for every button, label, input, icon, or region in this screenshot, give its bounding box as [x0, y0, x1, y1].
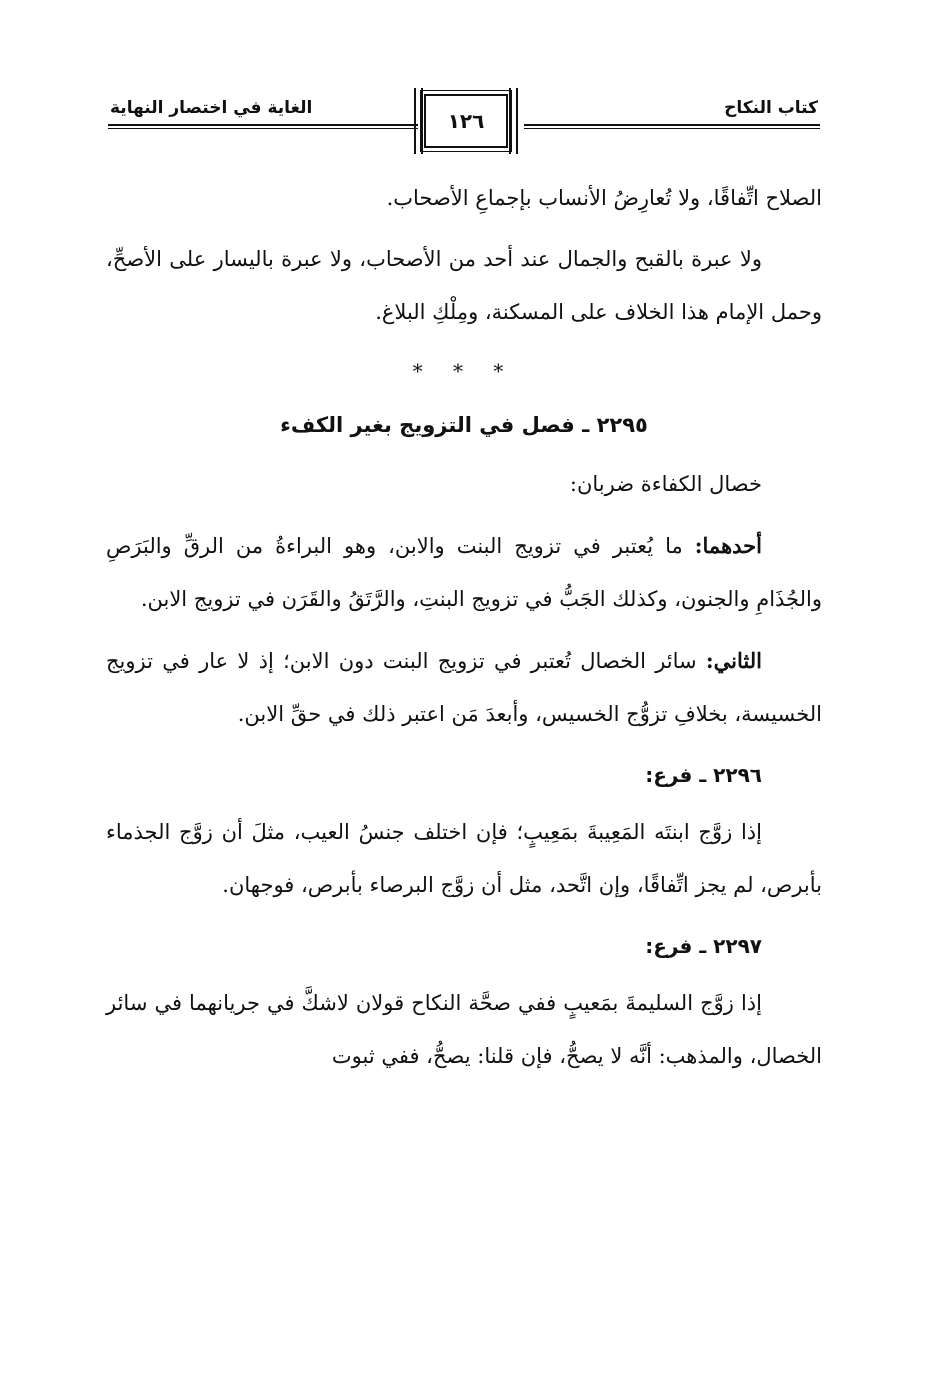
page-body: [106, 172, 822, 1091]
page-header: [108, 86, 820, 156]
section-separator-stars: * * *: [412, 359, 516, 383]
second-type-text: سائر الخصال تُعتبر في تزويج البنت دون الابن؛ إذ لا عار في تزويج الخسيسة، بخلافِ تزوُّج الخسيس، وأبعدَ مَن اعتبر ذلك في حقِّ الابن.: [106, 649, 822, 726]
header-rule-left: [108, 124, 418, 129]
page-number-frame: [424, 94, 508, 148]
paragraph-second-type: [106, 634, 822, 741]
paragraph-continuation: الصلاح اتِّفاقًا، ولا تُعارِضُ الأنساب بإجماعِ الأصحاب.: [386, 186, 822, 210]
second-type-lead: الثاني:: [705, 648, 762, 673]
header-rule-right: [524, 124, 820, 129]
running-head-chapter: كتاب النكاح: [724, 98, 818, 118]
paragraph-2297: إذا زوَّج السليمةَ بمَعيبٍ ففي صحَّة النكاح قولان لاشكَّ في جريانهما في سائر الخصال، والمذهب: أنَّه لا يصحُّ، فإن قلنا: يصحُّ، ففي ثبوت: [106, 991, 822, 1068]
page-number: ١٢٦: [447, 109, 485, 133]
paragraph-2296: إذا زوَّج ابنتَه المَعِيبةَ بمَعِيبٍ؛ فإن اختلف جنسُ العيب، مثلَ أن زوَّج الجذماء بأبرص، لم يجز اتِّفاقًا، وإن اتَّحد، مثل أن زوَّج البرصاء بأبرص، فوجهان.: [106, 820, 822, 897]
first-type-text: ما يُعتبر في تزويج البنت والابن، وهو البراءةُ من الرقِّ والبَرَصِ والجُذَامِ والجنون، وكذلك الجَبُّ في تزويج البنتِ، والرَّتَقُ والقَرَن في تزويج الابن.: [106, 534, 822, 611]
running-head-book-title: الغاية في اختصار النهاية: [110, 98, 313, 118]
subsection-heading-2297: ٢٢٩٧ ـ فرع:: [645, 934, 762, 958]
first-type-lead: أحدهما:: [694, 533, 762, 558]
paragraph-first-type: [106, 519, 822, 626]
subsection-heading-2296: ٢٢٩٦ ـ فرع:: [645, 763, 762, 787]
section-heading: ٢٢٩٥ ـ فصل في التزويج بغير الكفء: [280, 413, 648, 437]
paragraph-beauty: ولا عبرة بالقبح والجمال عند أحد من الأصحاب، ولا عبرة باليسار على الأصحِّ، وحمل الإمام هذا الخلاف على المسكنة، ومِلْكِ البلاغ.: [106, 247, 822, 324]
paragraph-kafaa-intro: خصال الكفاءة ضربان:: [569, 472, 762, 496]
